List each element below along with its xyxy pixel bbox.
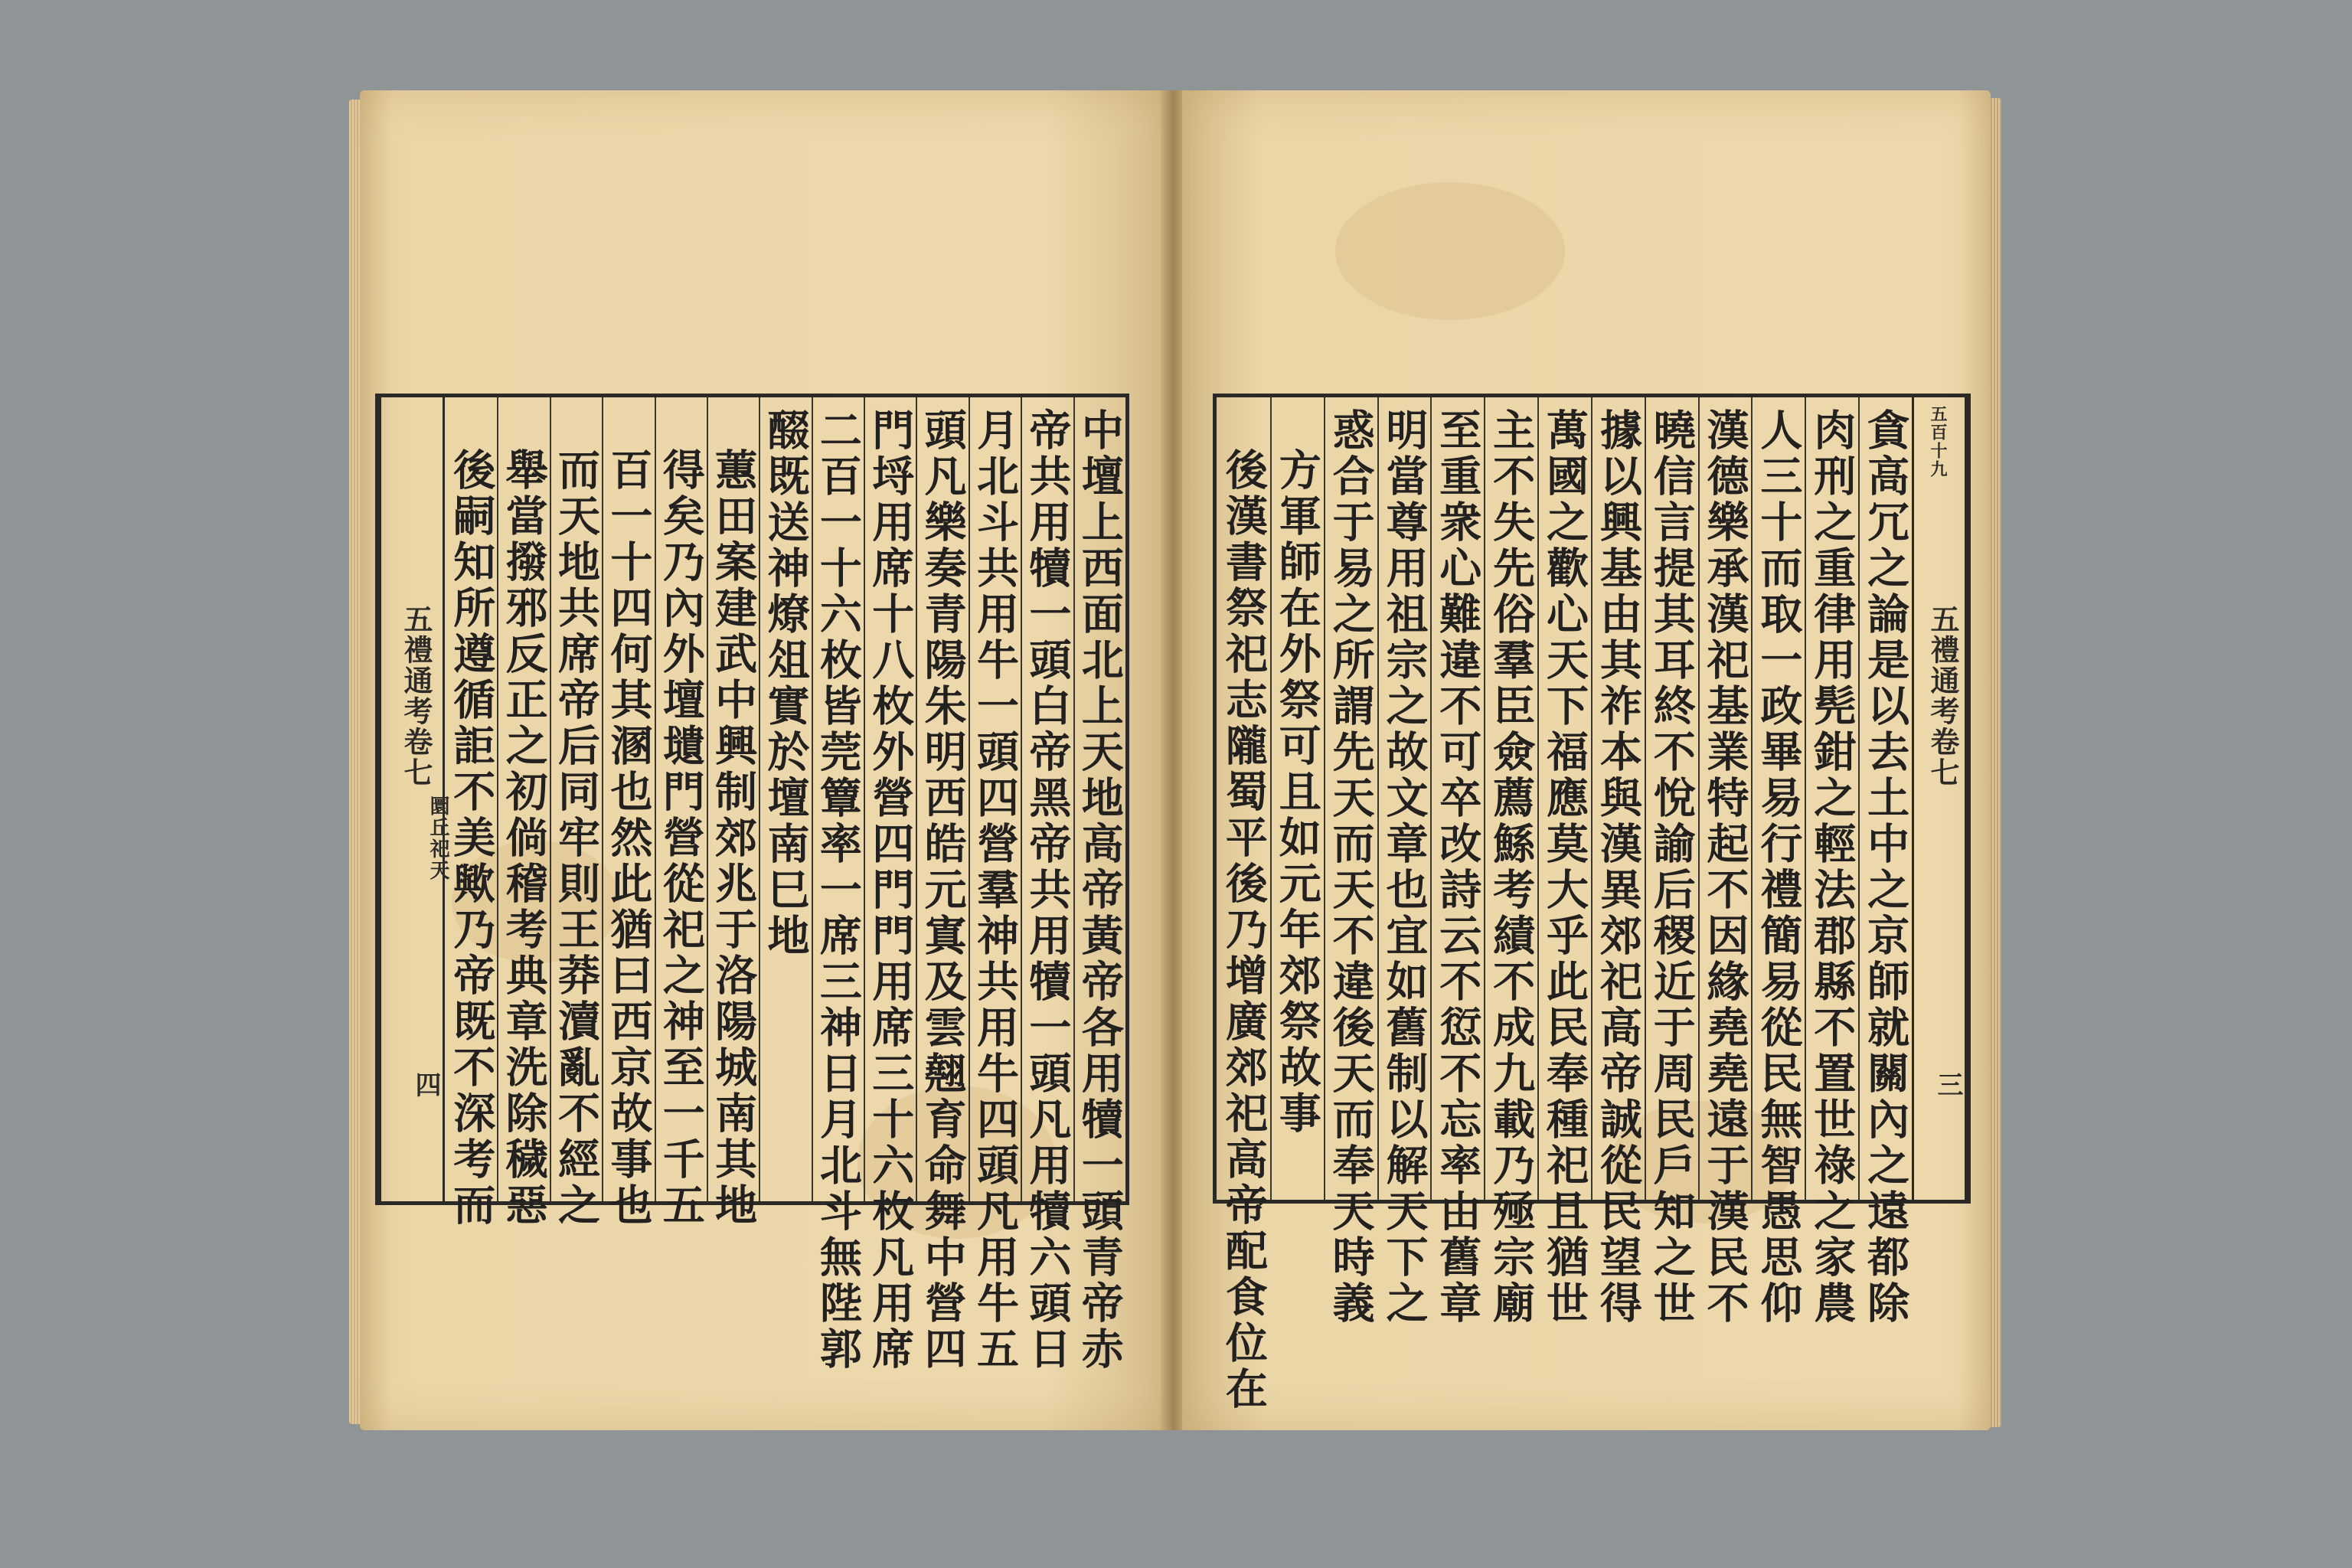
column-rule [707, 397, 708, 1201]
left-center-section: 圜丘祀天 [426, 795, 449, 881]
right-center-column [1912, 397, 1967, 1200]
right-corner-number: 五百十九 [1928, 405, 1948, 479]
left-page-text-column: 頭凡樂奏青陽朱明西皓元寘及雲翹育命舞中營四 [917, 408, 968, 1373]
right-page-text-column: 萬國之歡心天下福應莫大乎此民奉種祀且猶世 [1540, 408, 1589, 1327]
column-rule [1537, 397, 1539, 1200]
column-rule [1270, 397, 1272, 1200]
right-page-text-column: 方軍師在外祭可且如元年郊祭故事 [1272, 448, 1322, 1137]
left-page-text-column: 月北斗共用牛一頭四營羣神共用牛四頭凡用牛五 [970, 408, 1021, 1373]
right-page-text-column: 明當尊用祖宗之故文章也宜如舊制以解天下之 [1379, 408, 1429, 1327]
left-page-text-column: 中壇上西面北上天地高帝黃帝各用犢一頭青帝赤 [1074, 408, 1125, 1373]
right-page-text-column: 惑合于易之所謂先天而天不違後天而奉天時義 [1325, 408, 1376, 1327]
column-rule [497, 397, 498, 1201]
column-rule [1751, 397, 1753, 1200]
right-page-text-column: 肉刑之重律用髡鉗之輕法郡縣不置世祿之家農 [1807, 408, 1857, 1327]
column-rule [1484, 397, 1485, 1200]
column-rule [969, 397, 970, 1201]
right-page-text-column: 漢德樂承漢祀基業特起不因緣堯堯遠于漢民不 [1700, 408, 1750, 1327]
left-page-text-column: 帝共用犢一頭白帝黑帝共用犢一頭凡用犢六頭日 [1022, 408, 1073, 1373]
left-page-text-frame [375, 394, 1129, 1373]
left-page-text-column: 二百一十六枚皆莞簟率一席三神日月北斗無陛郭 [812, 408, 863, 1373]
left-center-page-number: 四 [410, 1071, 441, 1099]
right-page-text-column: 貪高冗之論是以去土中之京師就關內之遠都除 [1860, 408, 1911, 1327]
column-rule [1698, 397, 1700, 1200]
column-rule [1324, 397, 1325, 1200]
column-rule [1377, 397, 1379, 1200]
column-rule [1021, 397, 1022, 1201]
column-rule [759, 397, 760, 1201]
left-center-title: 五禮通考卷七 [399, 604, 433, 788]
left-center-column [379, 397, 449, 1201]
left-page-text-column: 醊既送神燎俎實於壇南巳地 [760, 408, 811, 959]
left-page-text-column: 百一十四何其溷也然此猶曰西京故事也 [603, 448, 654, 1229]
right-page [1182, 90, 1991, 1430]
column-rule [1430, 397, 1432, 1200]
left-page-text-column: 舉當撥邪反正之初倘稽考典章洗除穢惡 [498, 448, 549, 1229]
left-text-columns [445, 397, 1125, 1373]
right-page-text-column: 人三十而取一政畢易行禮簡易從民無智愚思仰 [1753, 408, 1804, 1327]
right-page-text-column: 至重衆心難違不可卒改詩云不愆不忘率由舊章 [1432, 408, 1483, 1327]
right-page-text-column: 曉信言提其耳終不悅諭后稷近于周民戶知之世 [1646, 408, 1697, 1327]
right-page-text-column: 主不失先俗羣臣僉薦鯀考績不成九載乃殛宗廟 [1486, 408, 1537, 1327]
column-rule [1805, 397, 1806, 1200]
right-center-page-number: 三 [1932, 1071, 1963, 1099]
left-page-text-column: 而天地共席帝后同牢則王莽瀆亂不經之 [550, 448, 601, 1229]
left-page-text-column: 蕙田案建武中興制郊兆于洛陽城南其地 [708, 448, 759, 1229]
right-page-text-frame [1213, 394, 1971, 1413]
column-rule [812, 397, 813, 1201]
column-rule [1858, 397, 1860, 1200]
left-page-text-column: 得矣乃內外壇壝門營從祀之神至一千五 [655, 448, 706, 1229]
column-rule [550, 397, 551, 1201]
column-rule [1591, 397, 1592, 1200]
column-rule [916, 397, 917, 1201]
left-page [360, 90, 1165, 1430]
right-text-columns [1217, 397, 1912, 1413]
right-page-text-column: 後漢書祭祀志隴蜀平後乃增廣郊祀高帝配食位在 [1218, 448, 1269, 1413]
right-center-title: 五禮通考卷七 [1926, 604, 1960, 788]
left-page-text-column: 門埒用席十八枚外營四門門用席三十六枚凡用席 [865, 408, 916, 1373]
right-page-edges [1989, 98, 2001, 1427]
column-rule [1073, 397, 1075, 1201]
column-rule [1645, 397, 1646, 1200]
column-rule [655, 397, 656, 1201]
left-page-text-column: 後嗣知所遵循詎不美歟乃帝既不深考而 [446, 448, 497, 1229]
column-rule [864, 397, 865, 1201]
right-page-text-column: 據以興基由其祚本與漢異郊祀高帝誠從民望得 [1592, 408, 1643, 1327]
open-book [360, 90, 1991, 1438]
column-rule [602, 397, 603, 1201]
